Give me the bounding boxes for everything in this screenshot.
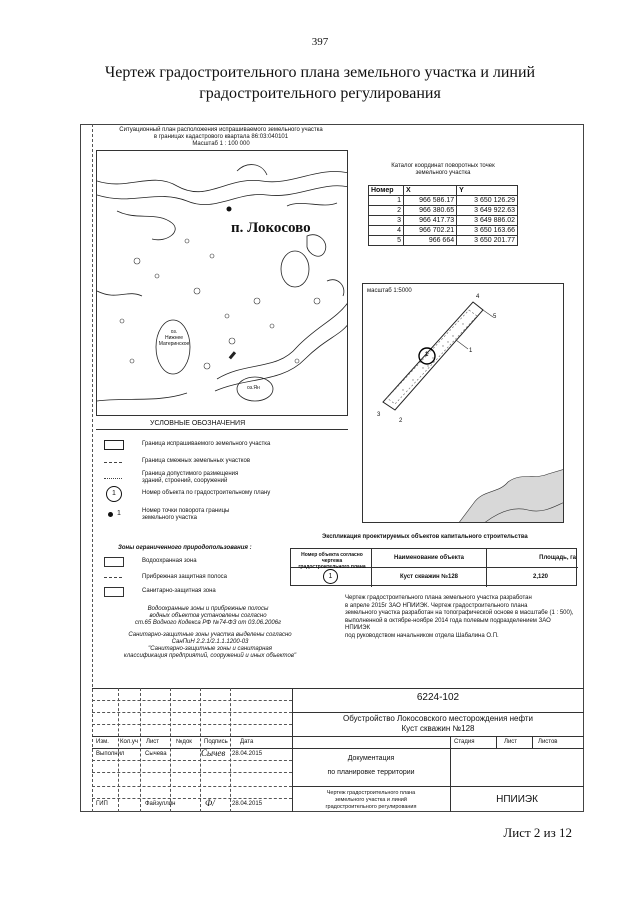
stamp-project-line-2: Куст скважин №128 <box>401 724 475 733</box>
cell: 3 649 922.63 <box>457 206 518 216</box>
header-number: Номер <box>369 186 404 196</box>
zone-symbol-coastal <box>104 577 122 578</box>
stamp-role-2: ГИП <box>96 801 108 807</box>
table-row <box>369 216 518 226</box>
catalog-title <box>368 163 518 177</box>
point-label-4: 4 <box>476 294 480 300</box>
cell: 1 <box>369 196 404 206</box>
cell: 2 <box>369 206 404 216</box>
explication-note: Чертеж градостроительного плана земельного участка разработан в апреле 2015г ЗАО НПИИЭК. Чертеж градостроительного плана земельного участка разработан на топографической основе в масштабе (1 : 500), выполненной в октябре-ноябре 2014 года полевым подразделением ЗАО НПИИЭК под руководством начальником отдела Шабалина О.П. <box>345 595 574 639</box>
table-row <box>369 206 518 216</box>
sheet-counter: Лист 2 из 12 <box>503 825 572 840</box>
stamp-signature-1: Сычев <box>201 748 226 758</box>
title-line-2: градостроительного регулирования <box>199 85 441 102</box>
explication-object-circle <box>323 569 338 584</box>
coordinates-table <box>368 185 518 246</box>
legend-underline <box>96 429 348 430</box>
stamp-project-line-1: Обустройство Локосовского месторождения нефти <box>342 714 534 723</box>
site-plan <box>362 283 564 523</box>
table-row <box>369 236 518 246</box>
legend-symbol-adjacent <box>104 462 122 463</box>
stamp-header-list: Лист <box>146 739 160 745</box>
header-x: X <box>404 186 457 196</box>
stamp-header-izm: Изм. <box>96 739 109 745</box>
zone-label-water: Водоохранная зона <box>142 558 197 564</box>
zone-symbol-sanitary <box>104 587 124 597</box>
legend-symbol-object-circle <box>106 486 122 502</box>
stamp-header-sign: Подпись <box>204 739 228 745</box>
explication-table <box>290 548 577 586</box>
stamp-doc-line-1: Документация <box>347 755 395 762</box>
stamp-sheet-header: Лист <box>504 739 518 745</box>
lake2-label: оз.Ян <box>247 385 260 391</box>
situation-caption-2: в границах кадастрового квартала 86:03:040101 <box>153 134 289 140</box>
explication-object-area: 2,120 <box>532 574 548 580</box>
stamp-date-2: 28.04.2015 <box>232 801 263 807</box>
left-binding-line <box>92 124 93 812</box>
explication-title: Экспликация проектируемых объектов капитального строительства <box>322 534 528 540</box>
cell: 966 702.21 <box>404 226 457 236</box>
legend-item-2: Граница смежных земельных участков <box>142 458 251 464</box>
site-plan-drawing <box>363 284 564 523</box>
stamp-top-line <box>92 688 584 689</box>
legend-object-number: 1 <box>112 490 116 497</box>
stamp-organization: НПИИЭК <box>496 794 538 805</box>
cell: 3 650 163.66 <box>457 226 518 236</box>
water-zones-note: Водоохранные зоны и прибрежные полосы водных объектов установлены согласно ст.65 Водного Кодекса РФ №74-ФЗ от 03.06.2006г <box>134 606 282 626</box>
situation-map <box>96 150 348 416</box>
cell: 5 <box>369 236 404 246</box>
stamp-role-1: Выполнил <box>96 751 125 757</box>
explication-header-area: Площадь, га <box>539 555 576 561</box>
stamp-name-1: Сычева <box>145 751 167 757</box>
zone-label-sanitary: Санитарно-защитная зона <box>142 588 216 594</box>
cell: 3 650 126.29 <box>457 196 518 206</box>
legend-heading: УСЛОВНЫЕ ОБОЗНАЧЕНИЯ <box>150 420 246 427</box>
sanitary-zones-note: Санитарно-защитные зоны участка выделены согласно СанПиН 2.2.1/2.1.1.1200-03 "Санитарно-защитные зоны и санитарная классификация предприятий, сооружений и иных объектов" <box>123 632 297 659</box>
legend-point-number: 1 <box>117 510 121 517</box>
point-label-1: 1 <box>469 348 473 354</box>
title-line-1: Чертеж градостроительного плана земельного участка и линий <box>104 64 536 81</box>
table-header-row <box>369 186 518 196</box>
catalog-title-1: Каталог координат поворотных точек <box>391 163 495 169</box>
stamp-sheets-header: Листов <box>538 739 558 745</box>
situation-caption-1: Ситуационный план расположения испрашиваемого земельного участка <box>119 127 323 133</box>
lake-label: оз. Нижнее Материнское <box>158 329 190 347</box>
situation-map-drawing <box>97 151 348 416</box>
explication-header-name: Наименование объекта <box>394 555 464 561</box>
stamp-header-date: Дата <box>240 739 254 745</box>
legend-symbol-allowed <box>104 478 122 479</box>
cell: 4 <box>369 226 404 236</box>
situation-scale: Масштаб 1 : 100 000 <box>192 141 250 147</box>
cell: 3 650 201.77 <box>457 236 518 246</box>
legend-item-3: Граница допустимого размещения зданий, строений, сооружений <box>142 471 239 484</box>
legend-symbol-boundary <box>104 440 124 450</box>
stamp-name-2: Файзуллин <box>145 801 176 807</box>
catalog-title-2: земельного участка <box>415 170 471 176</box>
page-number: 397 <box>311 36 329 48</box>
zone-symbol-water <box>104 557 124 567</box>
point-label-3: 3 <box>377 412 381 418</box>
cell: 3 649 886.02 <box>457 216 518 226</box>
stamp-code: 6224-102 <box>416 692 460 703</box>
zones-heading: Зоны ограниченного природопользования : <box>118 545 252 551</box>
cell: 966 380.65 <box>404 206 457 216</box>
object-number-label: 1 <box>425 352 429 358</box>
legend-item-4: Номер объекта по градостроительному плану <box>142 490 271 496</box>
explication-object-number: 1 <box>328 573 333 580</box>
table-row <box>369 196 518 206</box>
stamp-doc-type <box>292 752 450 780</box>
stamp-drawing-name: Чертеж градостроительного плана земельного участка и линий градостроительного регулирования <box>325 790 417 810</box>
header-y: Y <box>457 186 518 196</box>
stamp-header-doc: №док <box>176 739 192 745</box>
point-label-5: 5 <box>493 314 497 320</box>
stamp-project <box>292 714 584 734</box>
settlement-label: п. Локосово <box>231 220 311 236</box>
cell: 966 586.17 <box>404 196 457 206</box>
explication-header-number: Номер объекта согласно чертежа градостроительного плана <box>298 552 366 570</box>
cell: 966 664 <box>404 236 457 246</box>
cell: 3 <box>369 216 404 226</box>
stamp-stage-header: Стадия <box>454 739 475 745</box>
cell: 966 417.73 <box>404 216 457 226</box>
point-label-2: 2 <box>399 418 403 424</box>
legend-item-5: Номер точки поворота границы земельного участка <box>142 508 230 521</box>
explication-object-name: Куст скважин №128 <box>399 574 458 580</box>
table-row <box>369 226 518 236</box>
legend-item-1: Граница испрашиваемого земельного участка <box>142 441 271 447</box>
zone-label-coastal: Прибрежная защитная полоса <box>142 574 228 580</box>
legend-symbol-point <box>108 512 113 517</box>
situation-caption <box>96 127 346 148</box>
site-plan-scale: масштаб 1:5000 <box>367 288 412 294</box>
stamp-signature-2: Ф/ <box>205 798 215 808</box>
stamp-header-kol: Кол.уч <box>120 739 138 745</box>
stamp-date-1: 28.04.2015 <box>232 751 263 757</box>
stamp-doc-line-2: по планировке территории <box>327 769 415 776</box>
document-title <box>0 62 640 104</box>
